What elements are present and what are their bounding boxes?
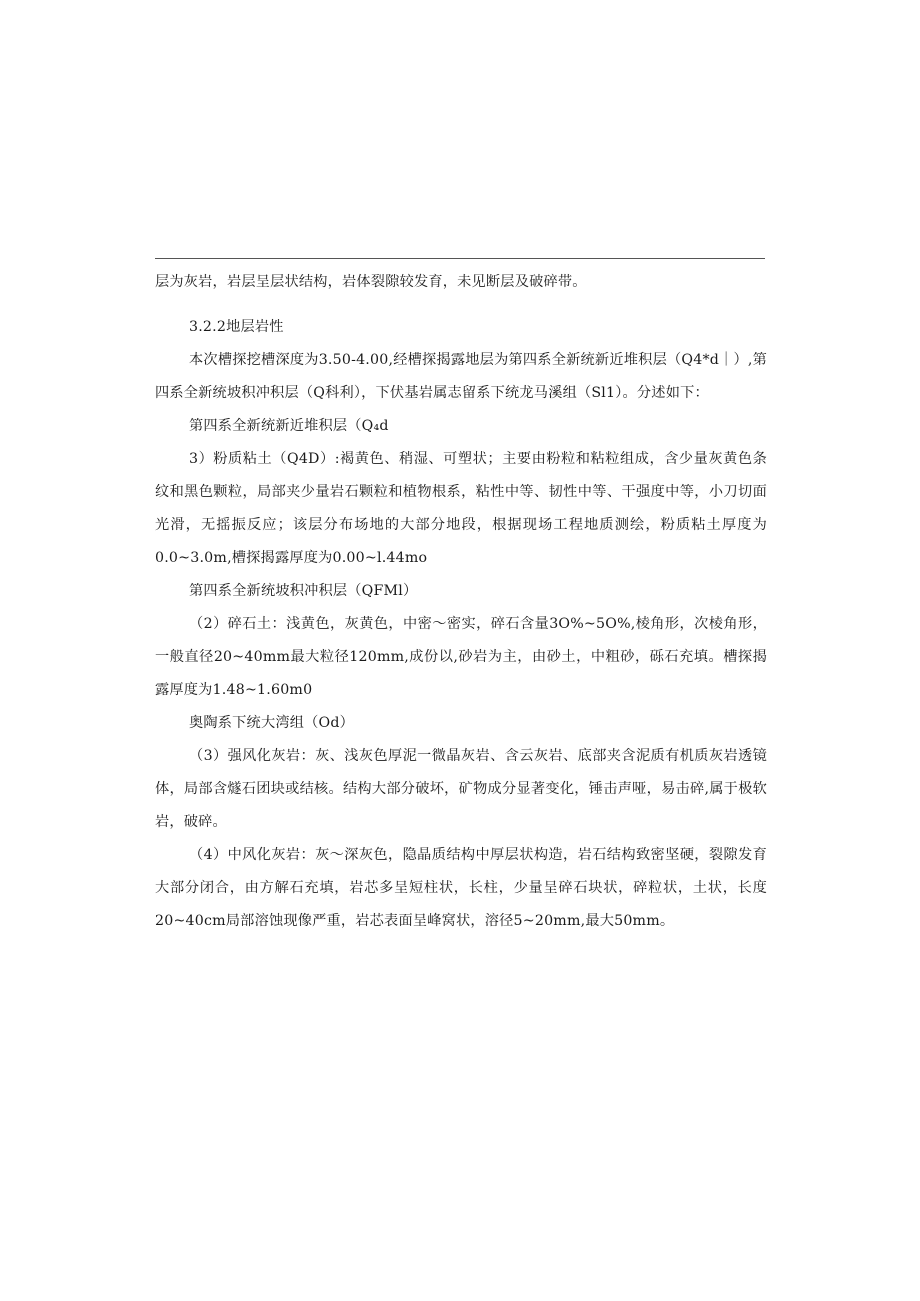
paragraph-gravel-soil: （2）碎石土：浅黄色，灰黄色，中密～密实，碎石含量3O%~5O%,棱角形，次棱角形，一般直径20~40mm最大粒径120mm,成份以,砂岩为主，由砂土，中粗砂，砾石充填。槽探揭露厚度为1.48~1.60m0 (155, 616, 767, 698)
paragraph-moderately-weathered: （4）中风化灰岩：灰～深灰色，隐晶质结构中厚层状构造，岩石结构致密坚硬，裂隙发育大部分闭合，由方解石充填，岩芯多呈短柱状，长柱，少量呈碎石块状，碎粒状，土状，长度20~40cm局部溶蚀现像严重，岩芯表面呈峰窝状，溶径5~20mm,最大50mm。 (155, 847, 767, 929)
subheading-ordovician: 奥陶系下统大湾组（Od） (189, 715, 354, 731)
subheading-slope-alluvial: 第四系全新统坡积冲积层（QFMl） (189, 583, 418, 599)
section-heading: 3.2.2地层岩性 (189, 319, 284, 335)
subheading-new-deposit: 第四系全新统新近堆积层（Q₄d (189, 418, 389, 434)
header-rule (155, 258, 765, 259)
document-body (155, 266, 767, 938)
paragraph-overview: 本次槽探挖槽深度为3.50-4.00,经槽探揭露地层为第四系全新统新近堆积层（Q4*d｜）,第四系全新统坡积冲积层（Q科利），下伏基岩属志留系下统龙马溪组（Sl1）。分述如下： (155, 352, 767, 401)
paragraph-silty-clay: 3）粉质粘土（Q4D）:褐黄色、稍湿、可塑状；主要由粉粒和粘粒组成，含少量灰黄色条纹和黑色颗粒，局部夹少量岩石颗粒和植物根系，粘性中等、韧性中等、干强度中等，小刀切面光滑，无摇振反应；该层分布场地的大部分地段，根据现场工程地质测绘，粉质粘土厚度为0.0~3.0m,槽探揭露厚度为0.00~l.44mo (155, 451, 767, 566)
paragraph-continuation: 层为灰岩，岩层呈层状结构，岩体裂隙较发育，未见断层及破碎带。 (155, 274, 587, 290)
paragraph-strongly-weathered: （3）强风化灰岩：灰、浅灰色厚泥一微晶灰岩、含云灰岩、底部夹含泥质有机质灰岩透镜体，局部含燧石团块或结核。结构大部分破坏，矿物成分显著变化，锤击声哑，易击碎,属于极软岩，破碎。 (155, 748, 767, 830)
